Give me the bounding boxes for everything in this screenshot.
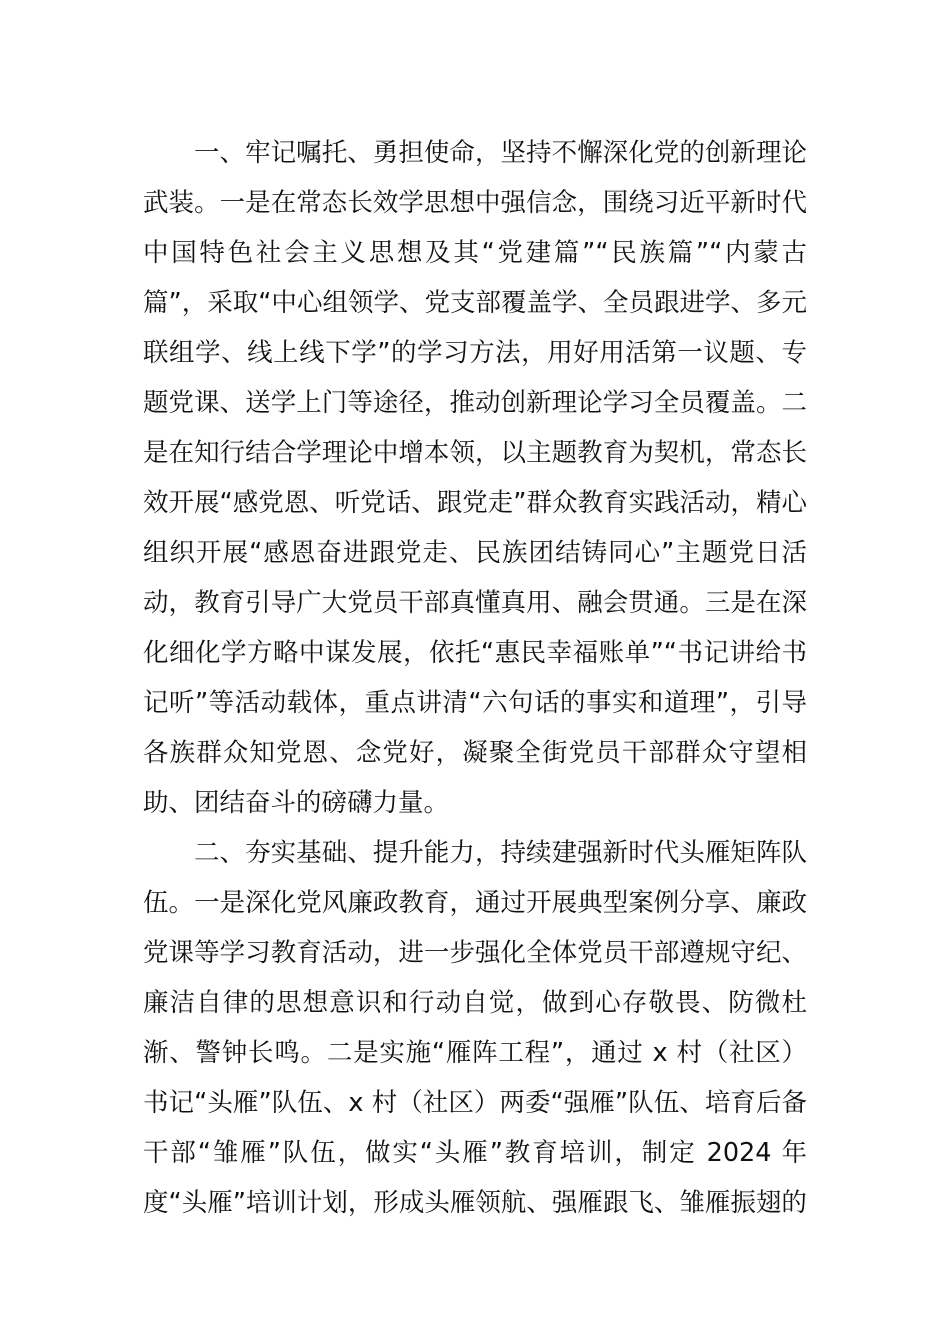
paragraph-1: 一、牢记嘱托、勇担使命，坚持不懈深化党的创新理论武装。一是在常态长效学思想中强信念，围绕习近平新时代中国特色社会主义思想及其“党建篇”“民族篇”“内蒙古篇”，采取“中心组领学、党支部覆盖学、全员跟进学、多元联组学、线上线下学”的学习方法，用好用活第一议题、专题党课、送学上门等途径，推动创新理论学习全员覆盖。二是在知行结合学理论中增本领，以主题教育为契机，常态长效开展“感党恩、听党话、跟党走”群众教育实践活动，精心组织开展“感恩奋进跟党走、民族团结铸同心”主题党日活动，教育引导广大党员干部真懂真用、融会贯通。三是在深化细化学方略中谋发展，依托“惠民幸福账单”“书记讲给书记听”等活动载体，重点讲清“六句话的事实和道理”，引导各族群众知党恩、念党好，凝聚全街党员干部群众守望相助、团结奋斗的磅礴力量。 [143,138,807,818]
document-body [143,128,807,1228]
paragraph-2: 二、夯实基础、提升能力，持续建强新时代头雁矩阵队伍。一是深化党风廉政教育，通过开展典型案例分享、廉政党课等学习教育活动，进一步强化全体党员干部遵规守纪、廉洁自律的思想意识和行动自觉，做到心存敬畏、防微杜渐、警钟长鸣。二是实施“雁阵工程”，通过 x 村（社区）书记“头雁”队伍、x 村（社区）两委“强雁”队伍、培育后备干部“雏雁”队伍，做实“头雁”教育培训，制定 2024 年度“头雁”培训计划，形成头雁领航、强雁跟飞、雏雁振翅的 [143,838,807,1218]
